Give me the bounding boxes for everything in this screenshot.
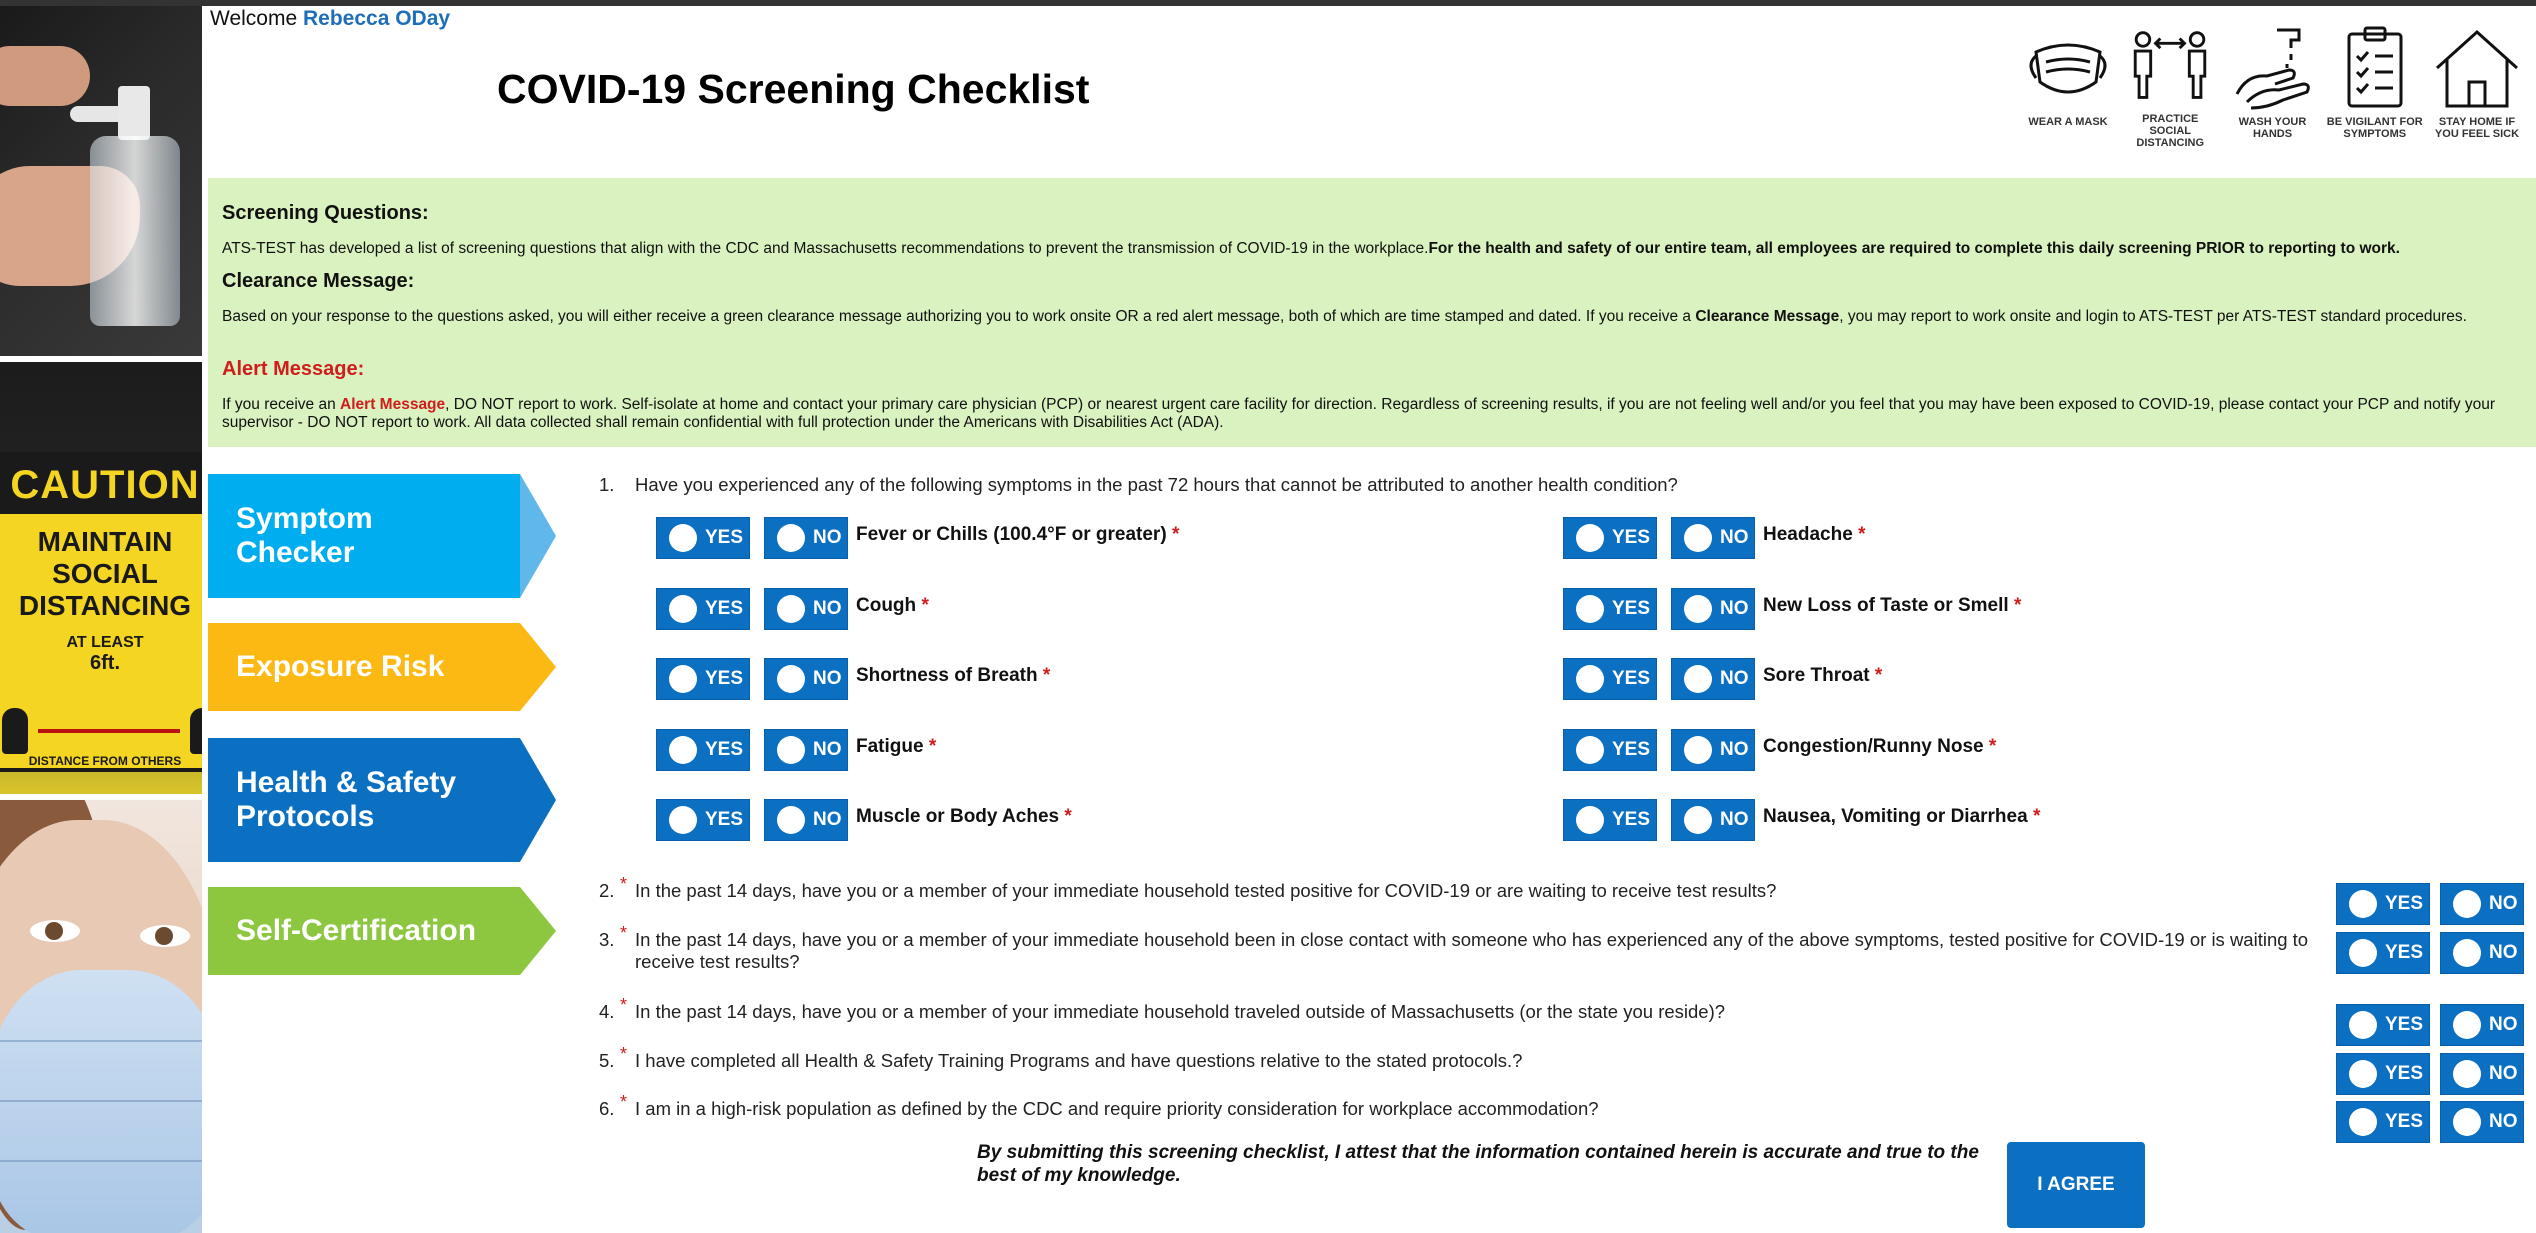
question-yes-toggle[interactable]: YES — [2336, 1004, 2430, 1046]
alert-message-heading: Alert Message: — [222, 358, 365, 380]
question-no-toggle[interactable]: NO — [2440, 932, 2524, 974]
required-asterisk: * — [2013, 595, 2022, 616]
radio-circle-icon — [2453, 1011, 2481, 1039]
symptom-yes-toggle[interactable]: YES — [656, 658, 750, 700]
nav-health-safety-body: Health & Safety Protocols — [208, 738, 520, 862]
radio-circle-icon — [2349, 1011, 2377, 1039]
clipboard-checklist-icon — [2329, 24, 2421, 112]
radio-circle-icon — [669, 736, 697, 764]
symptom-label: Cough * — [856, 595, 929, 616]
nav-arrow-shape — [520, 474, 556, 598]
question-number: 2. — [599, 880, 615, 901]
guideline-distancing — [2122, 24, 2218, 149]
required-asterisk: * — [1874, 665, 1883, 686]
radio-circle-icon — [1684, 524, 1712, 552]
symptom-yes-toggle[interactable]: YES — [1563, 658, 1657, 700]
welcome-text — [210, 7, 450, 31]
symptom-no-toggle[interactable]: NO — [1671, 729, 1755, 771]
symptom-no-toggle[interactable]: NO — [1671, 517, 1755, 559]
radio-circle-icon — [2349, 939, 2377, 967]
question-number: 4. — [599, 1001, 615, 1022]
screening-questions-text: ATS-TEST has developed a list of screening questions that align with the CDC and Massachusetts recommendations to prevent the transmission of COVID-19 in the workplace.For the health and safety of our entire team, all employees are required to complete this daily screening PRIOR to reporting to work. — [222, 240, 2400, 257]
guideline-label: PRACTICE SOCIAL DISTANCING — [2136, 113, 2205, 149]
sign-line-3: DISTANCING — [18, 590, 192, 621]
alert-message-text: If you receive an Alert Message, DO NOT report to work. Self-isolate at home and contact your primary care physician (PCP) or nearest urgent care facility for direction. Regardless of screening results, if you are not feeling well and/or you feel that you may have been exposed to COVID-19, please contact your PCP and notify your supervisor - DO NOT report to work. All data collected shall remain confidential with full protection under the Americans with Disabilities Act (ADA). — [222, 396, 2496, 431]
radio-circle-icon — [777, 806, 805, 834]
symptom-yes-toggle[interactable]: YES — [656, 799, 750, 841]
radio-circle-icon — [669, 806, 697, 834]
radio-circle-icon — [1576, 665, 1604, 693]
radio-circle-icon — [2349, 1108, 2377, 1136]
question-text: In the past 14 days, have you or a member of your immediate household traveled outside of Massachusetts (or the state you reside)? — [635, 1001, 1726, 1022]
sign-line-4: AT LEAST — [66, 634, 144, 651]
question-number: 6. — [599, 1098, 615, 1119]
guideline-mask — [2020, 24, 2116, 149]
required-asterisk: * — [921, 595, 929, 616]
required-asterisk: * — [1858, 524, 1866, 545]
nav-symptom-checker[interactable] — [208, 474, 556, 598]
symptom-no-toggle[interactable]: NO — [764, 729, 848, 771]
house-icon — [2431, 24, 2523, 112]
question-yes-toggle[interactable]: YES — [2336, 1101, 2430, 1143]
symptom-label: Headache * — [1763, 524, 1866, 545]
required-asterisk: * — [1042, 665, 1051, 686]
wash-hands-icon — [2227, 24, 2319, 112]
radio-circle-icon — [669, 595, 697, 623]
radio-circle-icon — [777, 736, 805, 764]
question-no-toggle[interactable]: NO — [2440, 1053, 2524, 1095]
symptom-yes-toggle[interactable]: YES — [656, 729, 750, 771]
radio-circle-icon — [777, 595, 805, 623]
radio-circle-icon — [1576, 524, 1604, 552]
guideline-stay-home — [2429, 24, 2525, 149]
symptom-no-toggle[interactable]: NO — [1671, 658, 1755, 700]
symptom-no-toggle[interactable]: NO — [764, 658, 848, 700]
nav-arrow-shape — [520, 623, 556, 711]
required-asterisk: * — [620, 923, 628, 943]
nav-health-safety[interactable] — [208, 738, 556, 862]
question-text: I have completed all Health & Safety Training Programs and have questions relative to the stated protocols.? — [635, 1050, 1523, 1071]
question-text: In the past 14 days, have you or a member of your immediate household tested positive for COVID-19 or are waiting to receive test results? — [635, 880, 1777, 901]
question-yes-toggle[interactable]: YES — [2336, 932, 2430, 974]
sign-caution-text: CAUTION — [0, 456, 202, 514]
guideline-label: WASH YOUR HANDS — [2238, 116, 2307, 140]
photo-strip — [0, 6, 202, 1233]
radio-circle-icon — [2349, 1060, 2377, 1088]
page-title: COVID-19 Screening Checklist — [497, 66, 1090, 112]
guideline-wash — [2225, 24, 2321, 149]
symptom-yes-toggle[interactable]: YES — [1563, 799, 1657, 841]
hand-sanitizer-photo — [0, 6, 202, 356]
required-asterisk: * — [620, 1044, 628, 1064]
symptom-yes-toggle[interactable]: YES — [1563, 588, 1657, 630]
nav-exposure-risk-body: Exposure Risk — [208, 623, 520, 711]
social-distancing-icon — [2124, 24, 2216, 109]
i-agree-button[interactable]: I AGREE — [2007, 1142, 2145, 1228]
guideline-label: WEAR A MASK — [2028, 116, 2108, 128]
nav-self-certification[interactable] — [208, 887, 556, 975]
symptom-yes-toggle[interactable]: YES — [656, 517, 750, 559]
radio-circle-icon — [2349, 890, 2377, 918]
nav-arrow-shape — [520, 738, 556, 862]
required-asterisk: * — [1171, 524, 1180, 545]
question-no-toggle[interactable]: NO — [2440, 1004, 2524, 1046]
radio-circle-icon — [1684, 806, 1712, 834]
sign-line-6: DISTANCE FROM OTHERS — [28, 754, 182, 768]
clearance-message-heading: Clearance Message: — [222, 270, 415, 292]
guidelines-icons — [2020, 24, 2525, 149]
guideline-label: STAY HOME IF YOU FEEL SICK — [2434, 116, 2520, 140]
radio-circle-icon — [1684, 595, 1712, 623]
clearance-message-text: Based on your response to the questions asked, you will either receive a green clearance message authorizing you to work onsite OR a red alert message, both of which are time stamped and dated. If you receive a Clearance Message, you may report to work onsite and login to ATS-TEST per ATS-TEST standard procedures. — [222, 308, 2467, 325]
radio-circle-icon — [2453, 939, 2481, 967]
radio-circle-icon — [1576, 806, 1604, 834]
symptom-label: Fever or Chills (100.4°F or greater) * — [856, 524, 1180, 545]
symptom-no-toggle[interactable]: NO — [1671, 799, 1755, 841]
question-1-text: Have you experienced any of the following symptoms in the past 72 hours that cannot be attributed to another health condition? — [635, 474, 1678, 495]
top-bar — [0, 0, 2536, 6]
symptom-label: Muscle or Body Aches * — [856, 806, 1072, 827]
radio-circle-icon — [1684, 665, 1712, 693]
radio-circle-icon — [2453, 1108, 2481, 1136]
radio-circle-icon — [669, 524, 697, 552]
question-yes-toggle[interactable]: YES — [2336, 1053, 2430, 1095]
question-no-toggle[interactable]: NO — [2440, 883, 2524, 925]
sign-line-1: MAINTAIN — [37, 526, 173, 557]
radio-circle-icon — [777, 665, 805, 693]
radio-circle-icon — [2453, 890, 2481, 918]
symptom-label: New Loss of Taste or Smell * — [1763, 595, 2022, 616]
symptom-yes-toggle[interactable]: YES — [656, 588, 750, 630]
required-asterisk: * — [2032, 806, 2041, 827]
masked-face-photo — [0, 800, 202, 1233]
required-asterisk: * — [1988, 736, 1997, 757]
symptom-no-toggle[interactable]: NO — [764, 588, 848, 630]
radio-circle-icon — [1684, 736, 1712, 764]
sign-line-2: SOCIAL — [52, 558, 158, 589]
required-asterisk: * — [1064, 806, 1072, 827]
question-1-number: 1. — [599, 474, 615, 495]
mask-icon — [2022, 24, 2114, 112]
symptom-no-toggle[interactable]: NO — [764, 517, 848, 559]
symptom-label: Congestion/Runny Nose * — [1763, 736, 1997, 757]
required-asterisk: * — [620, 874, 628, 894]
radio-circle-icon — [1576, 595, 1604, 623]
question-no-toggle[interactable]: NO — [2440, 1101, 2524, 1143]
nav-exposure-risk[interactable] — [208, 623, 556, 711]
welcome-prefix: Welcome — [210, 7, 298, 30]
sign-line-5: 6ft. — [90, 652, 120, 674]
radio-circle-icon — [669, 665, 697, 693]
question-text: In the past 14 days, have you or a member of your immediate household been in close contact with someone who has experienced any of the above symptoms, tested positive for COVID-19 or is waiting to receive test results? — [635, 929, 2309, 972]
guideline-label: BE VIGILANT FOR SYMPTOMS — [2326, 116, 2423, 140]
required-asterisk: * — [928, 736, 937, 757]
info-panel — [208, 178, 2536, 447]
radio-circle-icon — [777, 524, 805, 552]
required-asterisk: * — [620, 1092, 628, 1112]
screening-questions-heading: Screening Questions: — [222, 202, 429, 224]
guideline-vigilant — [2327, 24, 2423, 149]
symptom-label: Fatigue * — [856, 736, 937, 757]
question-text: I am in a high-risk population as defined by the CDC and require priority consideration for workplace accommodation? — [635, 1098, 1599, 1119]
question-number: 3. — [599, 929, 615, 950]
radio-circle-icon — [2453, 1060, 2481, 1088]
symptom-label: Sore Throat * — [1763, 665, 1883, 686]
symptom-no-toggle[interactable]: NO — [1671, 588, 1755, 630]
symptom-label: Nausea, Vomiting or Diarrhea * — [1763, 806, 2041, 827]
required-asterisk: * — [620, 995, 628, 1015]
symptom-no-toggle[interactable]: NO — [764, 799, 848, 841]
user-name-link[interactable]: Rebecca ODay — [302, 7, 451, 30]
symptom-label: Shortness of Breath * — [856, 665, 1051, 686]
attestation-text: By submitting this screening checklist, I attest that the information contained herein is accurate and true to the best of my knowledge. — [977, 1142, 1979, 1186]
caution-sign-photo — [0, 362, 202, 794]
question-number: 5. — [599, 1050, 615, 1071]
nav-self-certification-body: Self-Certification — [208, 887, 520, 975]
question-yes-toggle[interactable]: YES — [2336, 883, 2430, 925]
radio-circle-icon — [1576, 736, 1604, 764]
symptom-yes-toggle[interactable]: YES — [1563, 517, 1657, 559]
symptom-yes-toggle[interactable]: YES — [1563, 729, 1657, 771]
nav-arrow-shape — [520, 887, 556, 975]
nav-symptom-checker-body: Symptom Checker — [208, 474, 520, 598]
